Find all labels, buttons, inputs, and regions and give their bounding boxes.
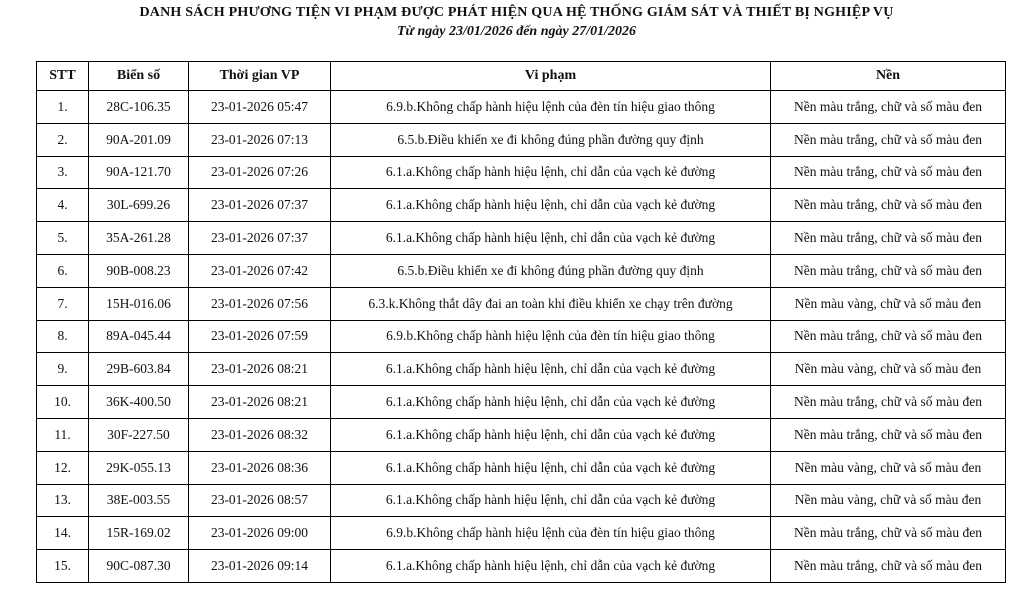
cell-violation: 6.1.a.Không chấp hành hiệu lệnh, chỉ dẫn của vạch kẻ đường [331, 451, 771, 484]
page-subtitle: Từ ngày 23/01/2026 đến ngày 27/01/2026 [397, 24, 636, 39]
column-header-time: Thời gian VP [189, 62, 331, 91]
cell-time: 23-01-2026 08:36 [189, 451, 331, 484]
table-row [37, 451, 1006, 484]
table-row [37, 254, 1006, 287]
cell-stt: 15. [37, 550, 89, 583]
cell-violation: 6.1.a.Không chấp hành hiệu lệnh, chỉ dẫn của vạch kẻ đường [331, 550, 771, 583]
cell-plate: 29B-603.84 [89, 353, 189, 386]
cell-background: Nền màu trắng, chữ và số màu đen [771, 91, 1006, 124]
cell-stt: 3. [37, 156, 89, 189]
cell-violation: 6.1.a.Không chấp hành hiệu lệnh, chỉ dẫn của vạch kẻ đường [331, 418, 771, 451]
cell-violation: 6.1.a.Không chấp hành hiệu lệnh, chỉ dẫn của vạch kẻ đường [331, 156, 771, 189]
cell-plate: 89A-045.44 [89, 320, 189, 353]
cell-plate: 30L-699.26 [89, 189, 189, 222]
table-row [37, 189, 1006, 222]
cell-time: 23-01-2026 09:00 [189, 517, 331, 550]
cell-stt: 1. [37, 91, 89, 124]
cell-stt: 14. [37, 517, 89, 550]
table-row [37, 517, 1006, 550]
column-header-plate: Biển số [89, 62, 189, 91]
cell-violation: 6.1.a.Không chấp hành hiệu lệnh, chỉ dẫn của vạch kẻ đường [331, 353, 771, 386]
table-body [37, 91, 1006, 583]
table-row [37, 353, 1006, 386]
cell-violation: 6.5.b.Điều khiển xe đi không đúng phần đường quy định [331, 254, 771, 287]
cell-stt: 5. [37, 222, 89, 255]
cell-time: 23-01-2026 08:32 [189, 418, 331, 451]
cell-time: 23-01-2026 07:56 [189, 287, 331, 320]
cell-background: Nền màu trắng, chữ và số màu đen [771, 517, 1006, 550]
table-row [37, 91, 1006, 124]
table-row [37, 484, 1006, 517]
cell-plate: 90A-201.09 [89, 123, 189, 156]
table-row [37, 156, 1006, 189]
column-header-stt: STT [37, 62, 89, 91]
cell-plate: 29K-055.13 [89, 451, 189, 484]
cell-time: 23-01-2026 07:42 [189, 254, 331, 287]
table-row [37, 418, 1006, 451]
cell-violation: 6.9.b.Không chấp hành hiệu lệnh của đèn tín hiệu giao thông [331, 320, 771, 353]
cell-background: Nền màu trắng, chữ và số màu đen [771, 254, 1006, 287]
cell-violation: 6.9.b.Không chấp hành hiệu lệnh của đèn tín hiệu giao thông [331, 517, 771, 550]
table-row [37, 287, 1006, 320]
cell-plate: 28C-106.35 [89, 91, 189, 124]
cell-stt: 6. [37, 254, 89, 287]
cell-background: Nền màu trắng, chữ và số màu đen [771, 156, 1006, 189]
cell-time: 23-01-2026 05:47 [189, 91, 331, 124]
cell-background: Nền màu vàng, chữ và số màu đen [771, 353, 1006, 386]
page-title: DANH SÁCH PHƯƠNG TIỆN VI PHẠM ĐƯỢC PHÁT HIỆN QUA HỆ THỐNG GIÁM SÁT VÀ THIẾT BỊ NGHIỆP VỤ [139, 5, 894, 20]
cell-stt: 4. [37, 189, 89, 222]
cell-plate: 90A-121.70 [89, 156, 189, 189]
cell-plate: 15R-169.02 [89, 517, 189, 550]
cell-time: 23-01-2026 07:37 [189, 222, 331, 255]
cell-plate: 15H-016.06 [89, 287, 189, 320]
cell-background: Nền màu trắng, chữ và số màu đen [771, 123, 1006, 156]
cell-background: Nền màu trắng, chữ và số màu đen [771, 386, 1006, 419]
cell-background: Nền màu vàng, chữ và số màu đen [771, 287, 1006, 320]
cell-plate: 36K-400.50 [89, 386, 189, 419]
cell-stt: 8. [37, 320, 89, 353]
table-row [37, 222, 1006, 255]
cell-plate: 90C-087.30 [89, 550, 189, 583]
cell-background: Nền màu vàng, chữ và số màu đen [771, 484, 1006, 517]
cell-stt: 9. [37, 353, 89, 386]
cell-time: 23-01-2026 07:26 [189, 156, 331, 189]
cell-plate: 90B-008.23 [89, 254, 189, 287]
table-row [37, 386, 1006, 419]
cell-violation: 6.1.a.Không chấp hành hiệu lệnh, chỉ dẫn của vạch kẻ đường [331, 484, 771, 517]
cell-stt: 2. [37, 123, 89, 156]
cell-violation: 6.1.a.Không chấp hành hiệu lệnh, chỉ dẫn của vạch kẻ đường [331, 189, 771, 222]
table-header [37, 62, 1006, 91]
cell-violation: 6.5.b.Điều khiển xe đi không đúng phần đường quy định [331, 123, 771, 156]
cell-time: 23-01-2026 07:59 [189, 320, 331, 353]
cell-time: 23-01-2026 08:21 [189, 386, 331, 419]
cell-stt: 12. [37, 451, 89, 484]
cell-stt: 11. [37, 418, 89, 451]
cell-stt: 10. [37, 386, 89, 419]
table-row [37, 320, 1006, 353]
column-header-background: Nền [771, 62, 1006, 91]
violations-table [36, 61, 1006, 583]
cell-background: Nền màu vàng, chữ và số màu đen [771, 451, 1006, 484]
cell-time: 23-01-2026 09:14 [189, 550, 331, 583]
cell-time: 23-01-2026 08:57 [189, 484, 331, 517]
cell-background: Nền màu trắng, chữ và số màu đen [771, 189, 1006, 222]
cell-background: Nền màu trắng, chữ và số màu đen [771, 222, 1006, 255]
cell-background: Nền màu trắng, chữ và số màu đen [771, 550, 1006, 583]
cell-plate: 38E-003.55 [89, 484, 189, 517]
cell-violation: 6.9.b.Không chấp hành hiệu lệnh của đèn tín hiệu giao thông [331, 91, 771, 124]
cell-stt: 7. [37, 287, 89, 320]
header-row [37, 62, 1006, 91]
cell-time: 23-01-2026 07:13 [189, 123, 331, 156]
cell-time: 23-01-2026 07:37 [189, 189, 331, 222]
cell-violation: 6.3.k.Không thắt dây đai an toàn khi điều khiển xe chạy trên đường [331, 287, 771, 320]
table-row [37, 550, 1006, 583]
cell-background: Nền màu trắng, chữ và số màu đen [771, 320, 1006, 353]
cell-violation: 6.1.a.Không chấp hành hiệu lệnh, chỉ dẫn của vạch kẻ đường [331, 222, 771, 255]
table-row [37, 123, 1006, 156]
cell-background: Nền màu trắng, chữ và số màu đen [771, 418, 1006, 451]
cell-plate: 35A-261.28 [89, 222, 189, 255]
cell-violation: 6.1.a.Không chấp hành hiệu lệnh, chỉ dẫn của vạch kẻ đường [331, 386, 771, 419]
column-header-violation: Vi phạm [331, 62, 771, 91]
cell-stt: 13. [37, 484, 89, 517]
cell-plate: 30F-227.50 [89, 418, 189, 451]
cell-time: 23-01-2026 08:21 [189, 353, 331, 386]
